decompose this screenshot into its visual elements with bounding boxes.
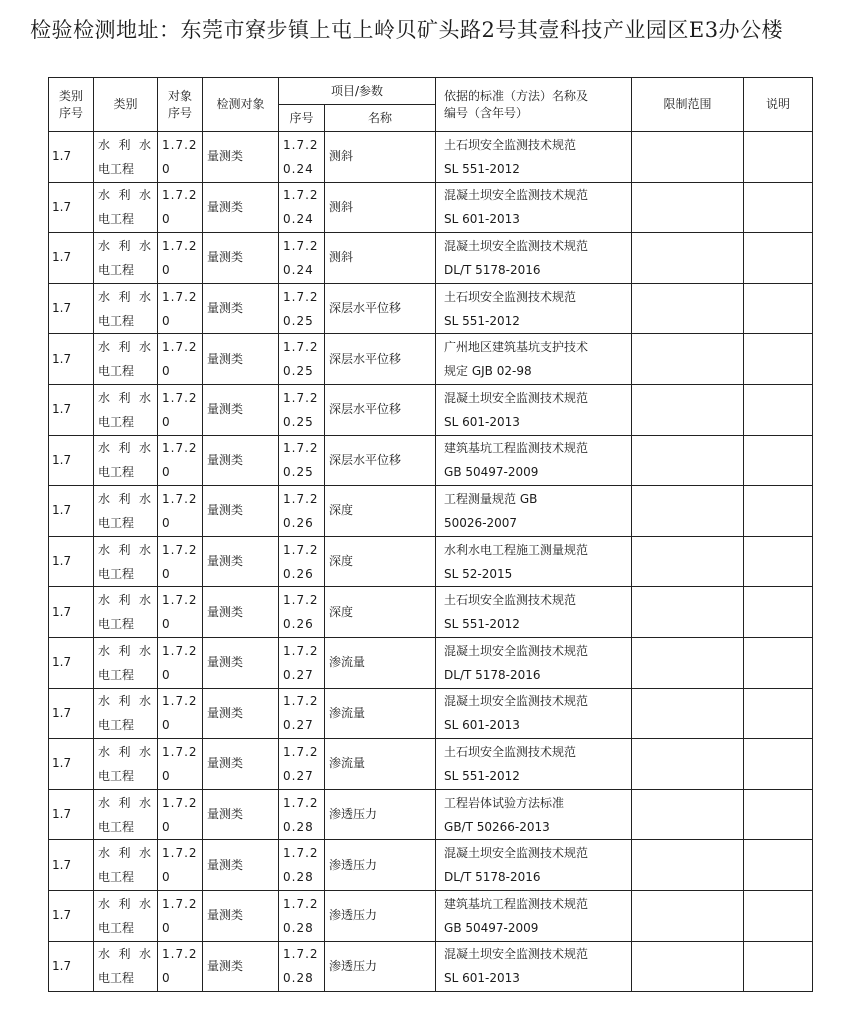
cell-category-seq: 1.7 — [49, 233, 94, 284]
cell-test-object: 量测类 — [203, 739, 279, 790]
cell-test-object: 量测类 — [203, 890, 279, 941]
cell-category-seq: 1.7 — [49, 587, 94, 638]
header-param-name: 名称 — [325, 105, 436, 132]
cell-param-seq: 1.7.2 0.28 — [279, 840, 325, 891]
cell-category: 水利水 电工程 — [94, 384, 158, 435]
cell-standard: 混凝土坝安全监测技术规范 DL/T 5178-2016 — [436, 233, 632, 284]
lab-address: 检验检测地址：东莞市寮步镇上屯上岭贝矿头路2号其壹科技产业园区E3办公楼 — [30, 18, 784, 42]
cell-category: 水利水 电工程 — [94, 334, 158, 385]
table-row — [49, 840, 813, 891]
cell-limit-range — [632, 688, 744, 739]
header-test-object: 检测对象 — [203, 78, 279, 132]
cell-test-object: 量测类 — [203, 536, 279, 587]
table-body — [49, 132, 813, 992]
cell-param-seq: 1.7.2 0.24 — [279, 132, 325, 183]
cell-category: 水利水 电工程 — [94, 587, 158, 638]
cell-param-seq: 1.7.2 0.28 — [279, 890, 325, 941]
cell-param-name: 渗流量 — [325, 637, 436, 688]
cell-category: 水利水 电工程 — [94, 840, 158, 891]
cell-param-name: 测斜 — [325, 233, 436, 284]
table-row — [49, 132, 813, 183]
cell-limit-range — [632, 384, 744, 435]
cell-param-seq: 1.7.2 0.25 — [279, 435, 325, 486]
cell-limit-range — [632, 233, 744, 284]
cell-standard: 工程测量规范 GB 50026-2007 — [436, 486, 632, 537]
table-row — [49, 435, 813, 486]
header-standard: 依据的标准（方法）名称及 编号（含年号） — [436, 78, 632, 132]
cell-category: 水利水 电工程 — [94, 739, 158, 790]
table-row — [49, 789, 813, 840]
cell-object-seq: 1.7.2 0 — [158, 132, 203, 183]
cell-note — [744, 890, 813, 941]
cell-param-seq: 1.7.2 0.28 — [279, 789, 325, 840]
cell-limit-range — [632, 739, 744, 790]
cell-limit-range — [632, 840, 744, 891]
cell-note — [744, 840, 813, 891]
cell-object-seq: 1.7.2 0 — [158, 182, 203, 233]
cell-standard: 建筑基坑工程监测技术规范 GB 50497-2009 — [436, 435, 632, 486]
cell-category-seq: 1.7 — [49, 688, 94, 739]
cell-standard: 土石坝安全监测技术规范 SL 551-2012 — [436, 283, 632, 334]
cell-limit-range — [632, 789, 744, 840]
cell-test-object: 量测类 — [203, 182, 279, 233]
cell-param-name: 深层水平位移 — [325, 384, 436, 435]
cell-category-seq: 1.7 — [49, 384, 94, 435]
header-category-seq: 类别 序号 — [49, 78, 94, 132]
cell-object-seq: 1.7.2 0 — [158, 840, 203, 891]
cell-standard: 混凝土坝安全监测技术规范 SL 601-2013 — [436, 182, 632, 233]
cell-param-name: 测斜 — [325, 182, 436, 233]
cell-param-seq: 1.7.2 0.26 — [279, 486, 325, 537]
cell-param-seq: 1.7.2 0.24 — [279, 182, 325, 233]
cell-category: 水利水 电工程 — [94, 941, 158, 992]
cell-limit-range — [632, 941, 744, 992]
cell-note — [744, 486, 813, 537]
cell-standard: 广州地区建筑基坑支护技术 规定 GJB 02-98 — [436, 334, 632, 385]
cell-category-seq: 1.7 — [49, 739, 94, 790]
cell-object-seq: 1.7.2 0 — [158, 890, 203, 941]
cell-standard: 土石坝安全监测技术规范 SL 551-2012 — [436, 739, 632, 790]
cell-param-name: 深层水平位移 — [325, 334, 436, 385]
cell-object-seq: 1.7.2 0 — [158, 435, 203, 486]
cell-param-name: 渗透压力 — [325, 941, 436, 992]
cell-param-name: 深层水平位移 — [325, 435, 436, 486]
cell-standard: 混凝土坝安全监测技术规范 SL 601-2013 — [436, 941, 632, 992]
table-row — [49, 334, 813, 385]
cell-limit-range — [632, 486, 744, 537]
table-row — [49, 688, 813, 739]
cell-param-name: 深度 — [325, 587, 436, 638]
accreditation-table — [48, 77, 813, 992]
cell-limit-range — [632, 536, 744, 587]
header-note: 说明 — [744, 78, 813, 132]
table-row — [49, 283, 813, 334]
cell-standard: 建筑基坑工程监测技术规范 GB 50497-2009 — [436, 890, 632, 941]
cell-param-seq: 1.7.2 0.27 — [279, 739, 325, 790]
table-row — [49, 384, 813, 435]
cell-note — [744, 637, 813, 688]
table-row — [49, 486, 813, 537]
cell-standard: 混凝土坝安全监测技术规范 SL 601-2013 — [436, 384, 632, 435]
cell-object-seq: 1.7.2 0 — [158, 384, 203, 435]
cell-note — [744, 688, 813, 739]
cell-param-name: 渗流量 — [325, 688, 436, 739]
cell-note — [744, 789, 813, 840]
cell-category: 水利水 电工程 — [94, 890, 158, 941]
table-row — [49, 233, 813, 284]
cell-object-seq: 1.7.2 0 — [158, 941, 203, 992]
cell-object-seq: 1.7.2 0 — [158, 486, 203, 537]
cell-limit-range — [632, 637, 744, 688]
cell-standard: 土石坝安全监测技术规范 SL 551-2012 — [436, 587, 632, 638]
cell-category-seq: 1.7 — [49, 637, 94, 688]
cell-param-name: 深度 — [325, 486, 436, 537]
cell-param-seq: 1.7.2 0.25 — [279, 334, 325, 385]
cell-param-name: 测斜 — [325, 132, 436, 183]
cell-category: 水利水 电工程 — [94, 233, 158, 284]
cell-test-object: 量测类 — [203, 132, 279, 183]
table-row — [49, 182, 813, 233]
cell-object-seq: 1.7.2 0 — [158, 739, 203, 790]
header-param-seq: 序号 — [279, 105, 325, 132]
cell-note — [744, 182, 813, 233]
cell-category-seq: 1.7 — [49, 536, 94, 587]
cell-param-seq: 1.7.2 0.25 — [279, 384, 325, 435]
cell-limit-range — [632, 587, 744, 638]
cell-note — [744, 587, 813, 638]
cell-note — [744, 739, 813, 790]
cell-standard: 工程岩体试验方法标准 GB/T 50266-2013 — [436, 789, 632, 840]
table-row — [49, 637, 813, 688]
cell-param-seq: 1.7.2 0.27 — [279, 688, 325, 739]
cell-test-object: 量测类 — [203, 334, 279, 385]
cell-test-object: 量测类 — [203, 587, 279, 638]
cell-category-seq: 1.7 — [49, 486, 94, 537]
header-category: 类别 — [94, 78, 158, 132]
cell-test-object: 量测类 — [203, 637, 279, 688]
cell-test-object: 量测类 — [203, 384, 279, 435]
cell-note — [744, 283, 813, 334]
cell-object-seq: 1.7.2 0 — [158, 536, 203, 587]
cell-param-name: 渗流量 — [325, 739, 436, 790]
cell-param-name: 渗透压力 — [325, 890, 436, 941]
table-row — [49, 536, 813, 587]
cell-category-seq: 1.7 — [49, 890, 94, 941]
cell-standard: 混凝土坝安全监测技术规范 SL 601-2013 — [436, 688, 632, 739]
cell-category-seq: 1.7 — [49, 334, 94, 385]
table-row — [49, 739, 813, 790]
cell-test-object: 量测类 — [203, 789, 279, 840]
cell-limit-range — [632, 182, 744, 233]
cell-note — [744, 233, 813, 284]
cell-category: 水利水 电工程 — [94, 688, 158, 739]
cell-category: 水利水 电工程 — [94, 486, 158, 537]
cell-param-name: 深层水平位移 — [325, 283, 436, 334]
cell-object-seq: 1.7.2 0 — [158, 688, 203, 739]
cell-category: 水利水 电工程 — [94, 637, 158, 688]
cell-note — [744, 536, 813, 587]
cell-test-object: 量测类 — [203, 233, 279, 284]
cell-category: 水利水 电工程 — [94, 182, 158, 233]
cell-object-seq: 1.7.2 0 — [158, 587, 203, 638]
cell-param-seq: 1.7.2 0.24 — [279, 233, 325, 284]
cell-param-name: 深度 — [325, 536, 436, 587]
cell-object-seq: 1.7.2 0 — [158, 233, 203, 284]
cell-test-object: 量测类 — [203, 688, 279, 739]
cell-standard: 水利水电工程施工测量规范 SL 52-2015 — [436, 536, 632, 587]
cell-param-seq: 1.7.2 0.26 — [279, 587, 325, 638]
cell-category-seq: 1.7 — [49, 789, 94, 840]
cell-param-seq: 1.7.2 0.25 — [279, 283, 325, 334]
cell-category-seq: 1.7 — [49, 283, 94, 334]
cell-object-seq: 1.7.2 0 — [158, 283, 203, 334]
cell-limit-range — [632, 890, 744, 941]
cell-category: 水利水 电工程 — [94, 435, 158, 486]
cell-category-seq: 1.7 — [49, 435, 94, 486]
header-limit-range: 限制范围 — [632, 78, 744, 132]
cell-category: 水利水 电工程 — [94, 283, 158, 334]
cell-standard: 混凝土坝安全监测技术规范 DL/T 5178-2016 — [436, 637, 632, 688]
cell-limit-range — [632, 132, 744, 183]
header-object-seq: 对象 序号 — [158, 78, 203, 132]
cell-param-seq: 1.7.2 0.26 — [279, 536, 325, 587]
cell-test-object: 量测类 — [203, 941, 279, 992]
cell-object-seq: 1.7.2 0 — [158, 789, 203, 840]
cell-category-seq: 1.7 — [49, 840, 94, 891]
header-param-group: 项目/参数 — [279, 78, 436, 105]
cell-standard: 混凝土坝安全监测技术规范 DL/T 5178-2016 — [436, 840, 632, 891]
cell-category: 水利水 电工程 — [94, 536, 158, 587]
cell-note — [744, 435, 813, 486]
cell-category-seq: 1.7 — [49, 132, 94, 183]
cell-test-object: 量测类 — [203, 283, 279, 334]
cell-test-object: 量测类 — [203, 840, 279, 891]
cell-limit-range — [632, 283, 744, 334]
cell-param-name: 渗透压力 — [325, 840, 436, 891]
table-row — [49, 941, 813, 992]
cell-category-seq: 1.7 — [49, 941, 94, 992]
cell-param-seq: 1.7.2 0.27 — [279, 637, 325, 688]
cell-param-seq: 1.7.2 0.28 — [279, 941, 325, 992]
cell-param-name: 渗透压力 — [325, 789, 436, 840]
cell-test-object: 量测类 — [203, 435, 279, 486]
cell-note — [744, 334, 813, 385]
cell-standard: 土石坝安全监测技术规范 SL 551-2012 — [436, 132, 632, 183]
cell-category: 水利水 电工程 — [94, 789, 158, 840]
cell-limit-range — [632, 435, 744, 486]
cell-note — [744, 132, 813, 183]
cell-category: 水利水 电工程 — [94, 132, 158, 183]
cell-test-object: 量测类 — [203, 486, 279, 537]
cell-limit-range — [632, 334, 744, 385]
table-row — [49, 890, 813, 941]
cell-object-seq: 1.7.2 0 — [158, 334, 203, 385]
table-row — [49, 587, 813, 638]
cell-category-seq: 1.7 — [49, 182, 94, 233]
cell-note — [744, 941, 813, 992]
cell-note — [744, 384, 813, 435]
cell-object-seq: 1.7.2 0 — [158, 637, 203, 688]
